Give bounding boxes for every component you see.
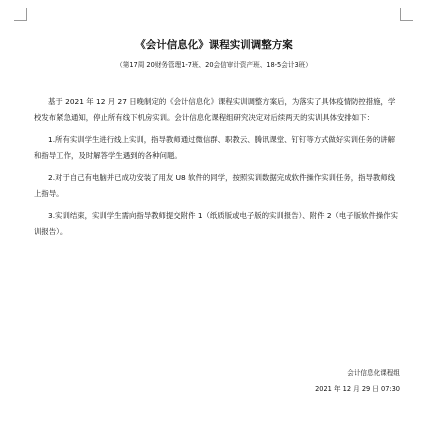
crop-mark-top-right	[400, 8, 413, 21]
document-body	[34, 94, 400, 246]
crop-mark-top-left	[14, 8, 27, 21]
document-title: 《会计信息化》课程实训调整方案	[135, 39, 293, 51]
paragraph-item-2: 2.对于自己有电脑并已成功安装了用友 U8 软件的同学，按照实训数据完成软件操作实训任务，指导教师线上指导。	[34, 173, 396, 198]
paragraph-intro: 基于 2021 年 12 月 27 日晚制定的《会计信息化》课程实训调整方案后，为落实了具体疫情防控措施，学校发布紧急通知，停止所有线下机房实训。会计信息化课程组研究决定对后续两天的实训具体安排如下：	[34, 97, 396, 122]
paragraph-item-1: 1.所有实训学生进行线上实训，指导教师通过微信群、职教云、腾讯课堂、钉钉等方式做好实训任务的讲解和指导工作，及时解答学生遇到的各种问题。	[34, 135, 396, 160]
document-subtitle: （第17周 20财务管理1-7班、20会信审计资产班、18-5会计3班）	[116, 61, 312, 69]
paragraph-item-3: 3.实训结束，实训学生需向指导教师提交附件 1（纸质版或电子版的实训报告）、附件 2（电子版软件操作实训报告）。	[34, 211, 399, 236]
signature-block	[315, 365, 400, 397]
signature-org: 会计信息化课程组	[347, 369, 400, 377]
signature-date: 2021 年 12 月 29 日 07:30	[315, 385, 400, 393]
